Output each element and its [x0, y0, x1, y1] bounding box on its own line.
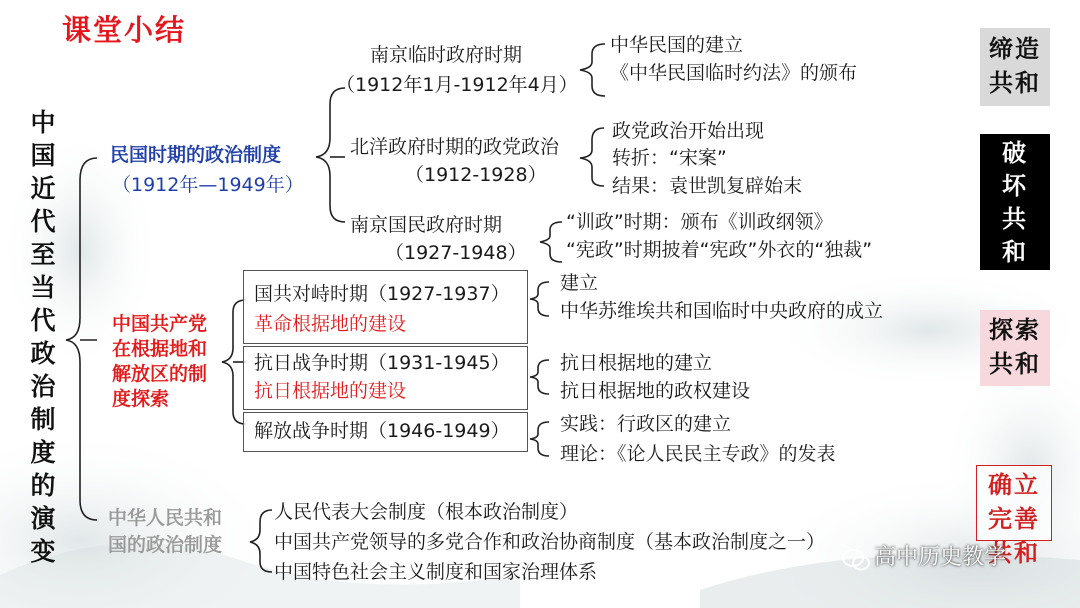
branch1-sub2-label: 北洋政府时期的政党政治	[350, 136, 560, 158]
tag-line: 坏	[1002, 172, 1028, 200]
tag-establish-republic	[976, 465, 1052, 567]
branch2-label-line: 在根据地和	[112, 338, 208, 360]
tag-line: 破	[1002, 139, 1028, 167]
branch2-label	[112, 312, 207, 412]
branch2-label-line: 度探索	[112, 388, 170, 410]
tag-line: 共	[1002, 205, 1028, 233]
branch3-label	[108, 505, 222, 559]
branch1-sub1-item: 中华民国的建立	[610, 34, 744, 56]
tag-line: 完善	[988, 505, 1040, 533]
tag-found-republic	[980, 28, 1050, 106]
branch3-item: 中国特色社会主义制度和国家治理体系	[274, 561, 598, 583]
tag-line: 缔造	[989, 35, 1041, 63]
branch2-sub3-label: 解放战争时期（1946-1949）	[254, 420, 510, 442]
tag-line: 探索	[989, 316, 1041, 344]
tag-destroy-republic	[980, 134, 1050, 270]
vertical-main-title: 中国近代至当代政治制度的演变	[30, 108, 56, 566]
tag-line: 共和	[989, 350, 1041, 378]
branch2-label-line: 解放区的制	[112, 363, 208, 385]
branch2-sub1-item: 建立	[560, 272, 599, 294]
branch2-sub1-sublabel: 革命根据地的建设	[254, 313, 407, 335]
branch2-label-line: 中国共产党	[112, 313, 208, 335]
branch2-sub1-item: 中华苏维埃共和国临时中央政府的成立	[560, 300, 884, 322]
branch1-sub1-label: 南京临时政府时期	[370, 44, 523, 66]
watermark-text: 高中历史教学	[874, 545, 1007, 570]
branch1-sub2-item: 转折：“宋案”	[612, 147, 727, 169]
branch2-sub3-item: 理论：《论人民民主专政》的发表	[560, 443, 836, 465]
wechat-icon	[842, 548, 870, 572]
branch2-sub2-label: 抗日战争时期（1931-1945）	[254, 352, 510, 374]
tag-line: 确立	[988, 471, 1040, 499]
branch2-sub2-item: 抗日根据地的政权建设	[560, 380, 751, 402]
branch2-sub1-label: 国共对峙时期（1927-1937）	[254, 283, 510, 305]
tag-line: 共和	[989, 69, 1041, 97]
page-title: 课堂小结	[62, 13, 187, 47]
branch1-sub3-label: 南京国民政府时期	[350, 214, 503, 236]
branch1-sub1-item: 《中华民国临时约法》的颁布	[610, 62, 858, 84]
branch1-sub2-item: 政党政治开始出现	[612, 120, 765, 142]
branch3-label-line: 国的政治制度	[108, 534, 223, 556]
branch1-sub3-item: “宪政”时期披着“宪政”外衣的“独裁”	[566, 239, 873, 261]
branch2-sub2-item: 抗日根据地的建立	[560, 352, 713, 374]
tag-line: 共和	[988, 539, 1040, 567]
branch1-sub1-years: （1912年1月-1912年4月）	[336, 74, 578, 96]
branch2-sub3-item: 实践：行政区的建立	[560, 413, 732, 435]
branch3-label-line: 中华人民共和	[108, 507, 223, 529]
branch1-sub3-item: “训政”时期：颁布《训政纲领》	[566, 211, 833, 233]
branch3-item: 中国共产党领导的多党合作和政治协商制度（基本政治制度之一）	[274, 531, 826, 553]
branch1-sub2-years: （1912-1928）	[405, 164, 547, 186]
branch3-item: 人民代表大会制度（根本政治制度）	[274, 501, 579, 523]
branch2-sub2-sublabel: 抗日根据地的建设	[254, 380, 407, 402]
tag-line: 和	[1002, 238, 1028, 266]
branch1-sub3-years: （1927-1948）	[385, 242, 527, 264]
branch1-label: 民国时期的政治制度	[110, 144, 282, 166]
branch1-years: （1912年—1949年）	[112, 174, 304, 196]
branch1-sub2-item: 结果：袁世凯复辟始末	[612, 175, 803, 197]
tag-explore-republic	[980, 310, 1050, 386]
